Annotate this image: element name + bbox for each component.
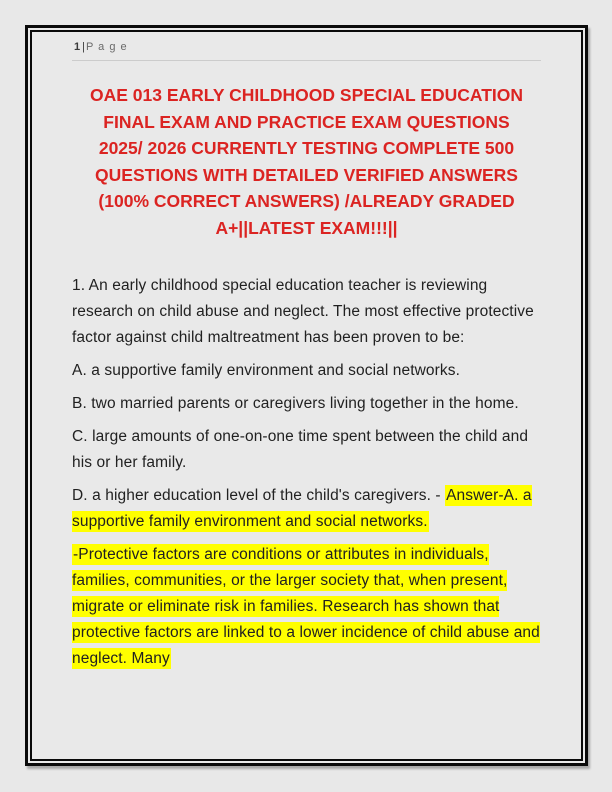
highlighted-text: -Protective factors are conditions or attributes in individuals, families, communities, or the larger society that, when present, migrate or eliminate risk in families. Research has shown that protective factors are linked to a lower incidence of child abuse and neglect. Many xyxy=(72,546,540,667)
title-line: OAE 013 EARLY CHILDHOOD SPECIAL EDUCATION xyxy=(89,85,524,105)
body-text: A. a supportive family environment and social networks. xyxy=(72,362,461,379)
body-text: C. large amounts of one-on-one time spent between the child and his or her family. xyxy=(72,428,529,471)
page xyxy=(30,30,583,761)
paragraph xyxy=(72,542,541,672)
title-line: (100% CORRECT ANSWERS) /ALREADY GRADED xyxy=(98,191,515,211)
paragraph xyxy=(72,424,541,476)
document-body xyxy=(72,273,541,672)
title-line: QUESTIONS WITH DETAILED VERIFIED ANSWERS xyxy=(95,164,518,185)
body-text: 1. An early childhood special education teacher is reviewing research on child abuse and neglect. The most effective protective factor against child maltreatment has been proven to be: xyxy=(72,277,534,346)
body-text: D. a higher education level of the child's caregivers. - xyxy=(72,487,446,504)
page-border-frame xyxy=(25,25,588,766)
paragraph xyxy=(72,391,541,417)
body-text: B. two married parents or caregivers living together in the home. xyxy=(72,395,519,412)
title-line: A+||LATEST EXAM!!!|| xyxy=(215,217,398,238)
header-separator: | xyxy=(82,41,85,53)
paragraph xyxy=(72,273,541,351)
paragraph xyxy=(72,483,541,535)
title-line: 2025/ 2026 CURRENTLY TESTING COMPLETE 500 xyxy=(98,138,515,158)
highlighted-text: Answer-A. a supportive family environment and social networks. xyxy=(72,487,532,530)
document-title xyxy=(72,82,541,241)
page-word: P a g e xyxy=(85,41,128,53)
page-content xyxy=(32,32,581,699)
page-header xyxy=(72,39,541,61)
page-number: 1 xyxy=(74,41,82,53)
title-line: FINAL EXAM AND PRACTICE EXAM QUESTIONS xyxy=(103,111,510,132)
paragraph xyxy=(72,358,541,384)
